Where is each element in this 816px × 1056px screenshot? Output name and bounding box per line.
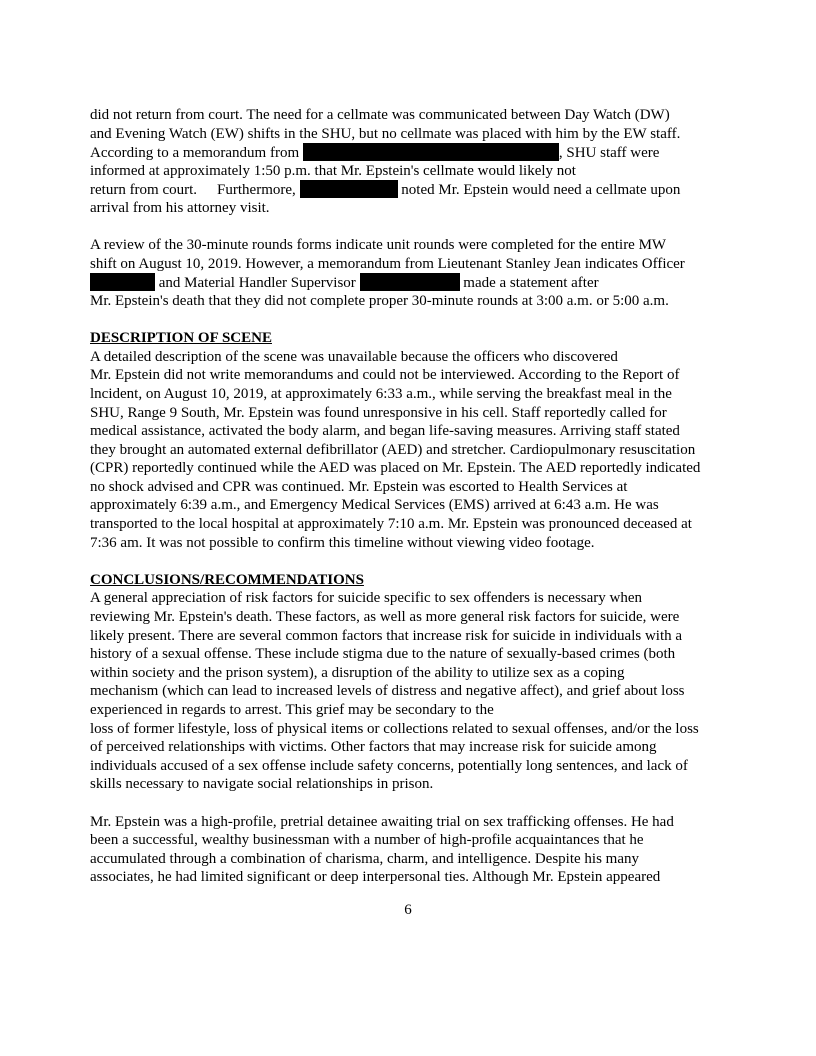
text-line: [90, 180, 730, 199]
text-span: Furthermore,: [217, 182, 296, 199]
redaction-box: [300, 180, 398, 198]
text-line: loss of former lifestyle, loss of physical items or collections related to sexual offenses, and/or the loss: [90, 720, 699, 737]
section-description-of-scene: [90, 329, 730, 552]
text-line: 7:36 am. It was not possible to confirm this timeline without viewing video footage.: [90, 534, 595, 551]
section-heading: CONCLUSIONS/RECOMMENDATIONS: [90, 571, 364, 588]
text-span: noted Mr. Epstein would need a cellmate upon: [401, 182, 681, 199]
text-line: mechanism (which can lead to increased levels of distress and negative affect), and grief about loss: [90, 683, 685, 700]
text-line: lncident, on August 10, 2019, at approximately 6:33 a.m., while serving the breakfast meal in the: [90, 385, 672, 402]
text-line: of perceived relationships with victims. Other factors that may increase risk for suicide among: [90, 739, 657, 756]
text-line: Mr. Epstein's death that they did not complete proper 30-minute rounds at 3:00 a.m. or 5:00 a.m.: [90, 292, 669, 309]
section-conclusions: [90, 571, 730, 794]
section-heading: DESCRIPTION OF SCENE: [90, 330, 272, 347]
page-number: 6: [404, 902, 412, 918]
text-line: accumulated through a combination of charisma, charm, and intelligence. Despite his many: [90, 850, 639, 867]
redaction-box: [360, 273, 460, 291]
text-span: , SHU staff were: [558, 145, 660, 162]
text-line: (CPR) reportedly continued while the AED was placed on Mr. Epstein. The AED reportedly indicated: [90, 460, 701, 477]
document-page: [90, 106, 730, 887]
text-line: A review of the 30-minute rounds forms indicate unit rounds were completed for the entire MW: [90, 237, 667, 254]
text-line: skills necessary to navigate social relationships in prison.: [90, 776, 434, 793]
text-line: reviewing Mr. Epstein's death. These factors, as well as more general risk factors for suicide, were: [90, 609, 680, 626]
text-line: A general appreciation of risk factors for suicide specific to sex offenders is necessary when: [90, 590, 643, 607]
text-line: medical assistance, activated the body alarm, and began life-saving measures. Arriving staff stated: [90, 423, 680, 440]
text-line: shift on August 10, 2019. However, a memorandum from Lieutenant Stanley Jean indicates Officer: [90, 255, 685, 272]
text-line: transported to the local hospital at approximately 7:10 a.m. Mr. Epstein was pronounced deceased at: [90, 516, 692, 533]
text-line: history of a sexual offense. These include stigma due to the nature of sexually-based crimes (both: [90, 646, 676, 663]
text-line: A detailed description of the scene was unavailable because the officers who discovered: [90, 348, 618, 365]
text-line: Mr. Epstein was a high-profile, pretrial detainee awaiting trial on sex trafficking offenses. He had: [90, 813, 674, 830]
text-line: arrival from his attorney visit.: [90, 199, 270, 216]
paragraph-rounds: [90, 236, 730, 310]
text-line: and Evening Watch (EW) shifts in the SHU, but no cellmate was placed with him by the EW staff.: [90, 125, 681, 142]
redaction-box: [303, 143, 559, 161]
text-line: associates, he had limited significant or deep interpersonal ties. Although Mr. Epstein appeared: [90, 869, 661, 886]
paragraph-cellmate: [90, 106, 730, 218]
text-span: and Material Handler Supervisor: [158, 275, 356, 292]
text-line: likely present. There are several common factors that increase risk for suicide in individuals with a: [90, 627, 683, 644]
text-line: Mr. Epstein did not write memorandums and could not be interviewed. According to the Report of: [90, 367, 680, 384]
text-span: made a statement after: [463, 275, 599, 292]
text-line: SHU, Range 9 South, Mr. Epstein was found unresponsive in his cell. Staff reportedly called for: [90, 404, 667, 421]
text-line: did not return from court. The need for a cellmate was communicated between Day Watch (DW): [90, 107, 670, 123]
text-line: within society and the prison system), a disruption of the ability to utilize sex as a coping: [90, 664, 625, 681]
paragraph-background: [90, 813, 730, 887]
text-line: been a successful, wealthy businessman with a number of high-profile acquaintances that he: [90, 832, 644, 849]
text-line: informed at approximately 1:50 p.m. that Mr. Epstein's cellmate would likely not: [90, 162, 576, 179]
text-line: no shock advised and CPR was continued. Mr. Epstein was escorted to Health Services at: [90, 478, 628, 495]
text-span: return from court.: [90, 182, 198, 199]
text-line: [90, 143, 730, 162]
redaction-box: [90, 273, 155, 291]
text-span: According to a memorandum from: [90, 145, 300, 162]
text-line: approximately 6:39 a.m., and Emergency Medical Services (EMS) arrived at 6:43 a.m. He was: [90, 497, 659, 514]
text-line: experienced in regards to arrest. This grief may be secondary to the: [90, 702, 494, 718]
text-line: individuals accused of a sex offense include safety concerns, potentially long sentences, and lack of: [90, 757, 688, 774]
text-line: [90, 273, 730, 292]
text-line: they brought an automated external defibrillator (AED) and stretcher. Cardiopulmonary resuscitation: [90, 441, 696, 458]
